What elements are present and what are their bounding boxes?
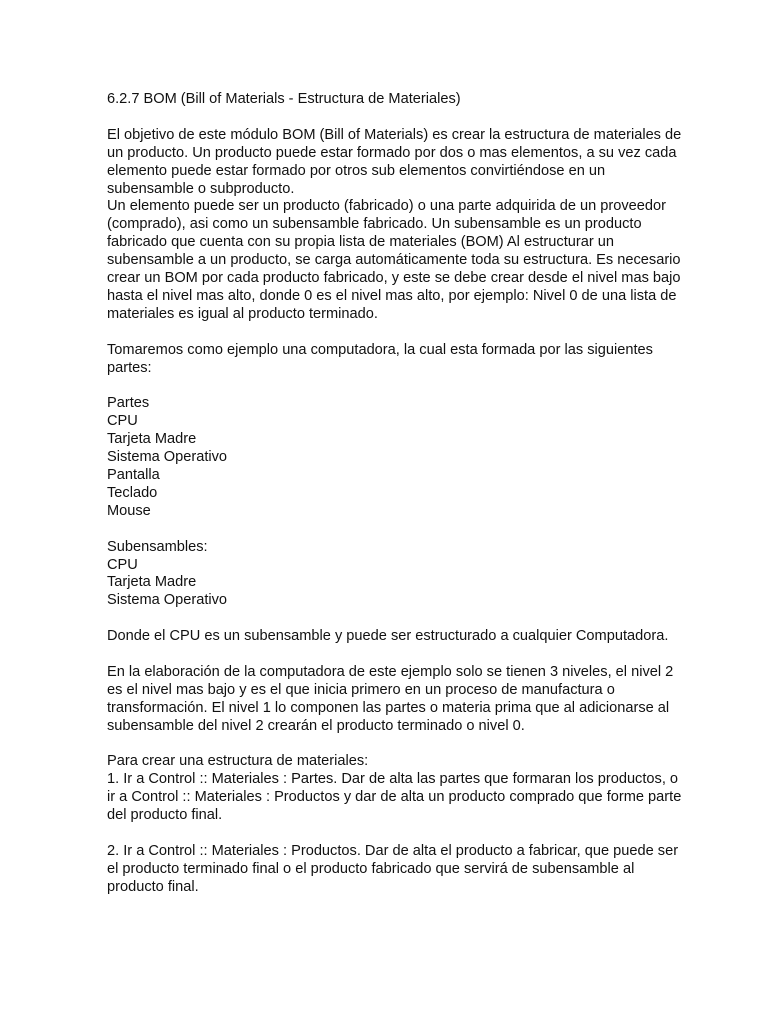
blank-line	[107, 109, 687, 127]
blank-line	[107, 825, 687, 843]
subassemblies-list-title: Subensambles:	[107, 538, 208, 555]
step-1-paragraph: 1. Ir a Control :: Materiales : Partes. Dar de alta las partes que formaran los productos, o ir a Control :: Materiales : Productos y dar de alta un producto comprado que forme parte del producto final.	[107, 771, 682, 824]
blank-line	[107, 736, 687, 754]
parts-list-item: Sistema Operativo	[107, 449, 228, 466]
parts-list-title: Partes	[107, 395, 150, 412]
subassemblies-list-item: CPU	[107, 556, 138, 573]
subassemblies-list-item: Sistema Operativo	[107, 592, 228, 609]
step-2-paragraph: 2. Ir a Control :: Materiales : Productos. Dar de alta el producto a fabricar, que puede ser el producto terminado final o el producto fabricado que servirá de subensamble al producto final.	[107, 842, 679, 895]
blank-line	[107, 646, 687, 664]
steps-intro-paragraph: Para crear una estructura de materiales:	[107, 753, 369, 770]
blank-line	[107, 324, 687, 342]
blank-line	[107, 521, 687, 539]
document-page	[107, 91, 687, 897]
blank-line	[107, 377, 687, 395]
example-intro-paragraph: Tomaremos como ejemplo una computadora, la cual esta formada por las siguientes partes:	[107, 341, 653, 376]
intro-paragraph-1: El objetivo de este módulo BOM (Bill of Materials) es crear la estructura de materiales de un producto. Un producto puede estar formado por dos o mas elementos, a su vez cada elemento puede estar formado por otros sub elementos convirtiéndose en un subensamble o subproducto.	[107, 126, 682, 197]
subassemblies-list	[107, 539, 687, 611]
parts-list-item: Teclado	[107, 484, 158, 501]
intro-paragraph-2: Un elemento puede ser un producto (fabricado) o una parte adquirida de un proveedor (comprado), asi como un subensamble fabricado. Un subensamble es un producto fabricado que cuenta con su propia lista de materiales (BOM) Al estructurar un subensamble a un producto, se carga automáticamente toda su estructura. Es necesario crear un BOM por cada producto fabricado, y este se debe crear desde el nivel mas bajo hasta el nivel mas alto, donde 0 es el nivel mas alto, por ejemplo: Nivel 0 de una lista de materiales es igual al producto terminado.	[107, 198, 681, 322]
cpu-note-paragraph: Donde el CPU es un subensamble y puede ser estructurado a cualquier Computadora.	[107, 628, 669, 645]
parts-list-item: Mouse	[107, 502, 151, 519]
parts-list-item: Pantalla	[107, 466, 160, 483]
blank-line	[107, 610, 687, 628]
levels-paragraph: En la elaboración de la computadora de este ejemplo solo se tienen 3 niveles, el nivel 2 es el nivel mas bajo y es el que inicia primero en un proceso de manufactura o transformación. El nivel 1 lo componen las partes o materia prima que al adicionarse al subensamble del nivel 2 crearán el producto terminado o nivel 0.	[107, 663, 674, 734]
section-heading: 6.2.7 BOM (Bill of Materials - Estructura de Materiales)	[107, 91, 461, 107]
parts-list-item: CPU	[107, 413, 138, 430]
parts-list-item: Tarjeta Madre	[107, 431, 197, 448]
subassemblies-list-item: Tarjeta Madre	[107, 574, 197, 591]
parts-list	[107, 395, 687, 520]
